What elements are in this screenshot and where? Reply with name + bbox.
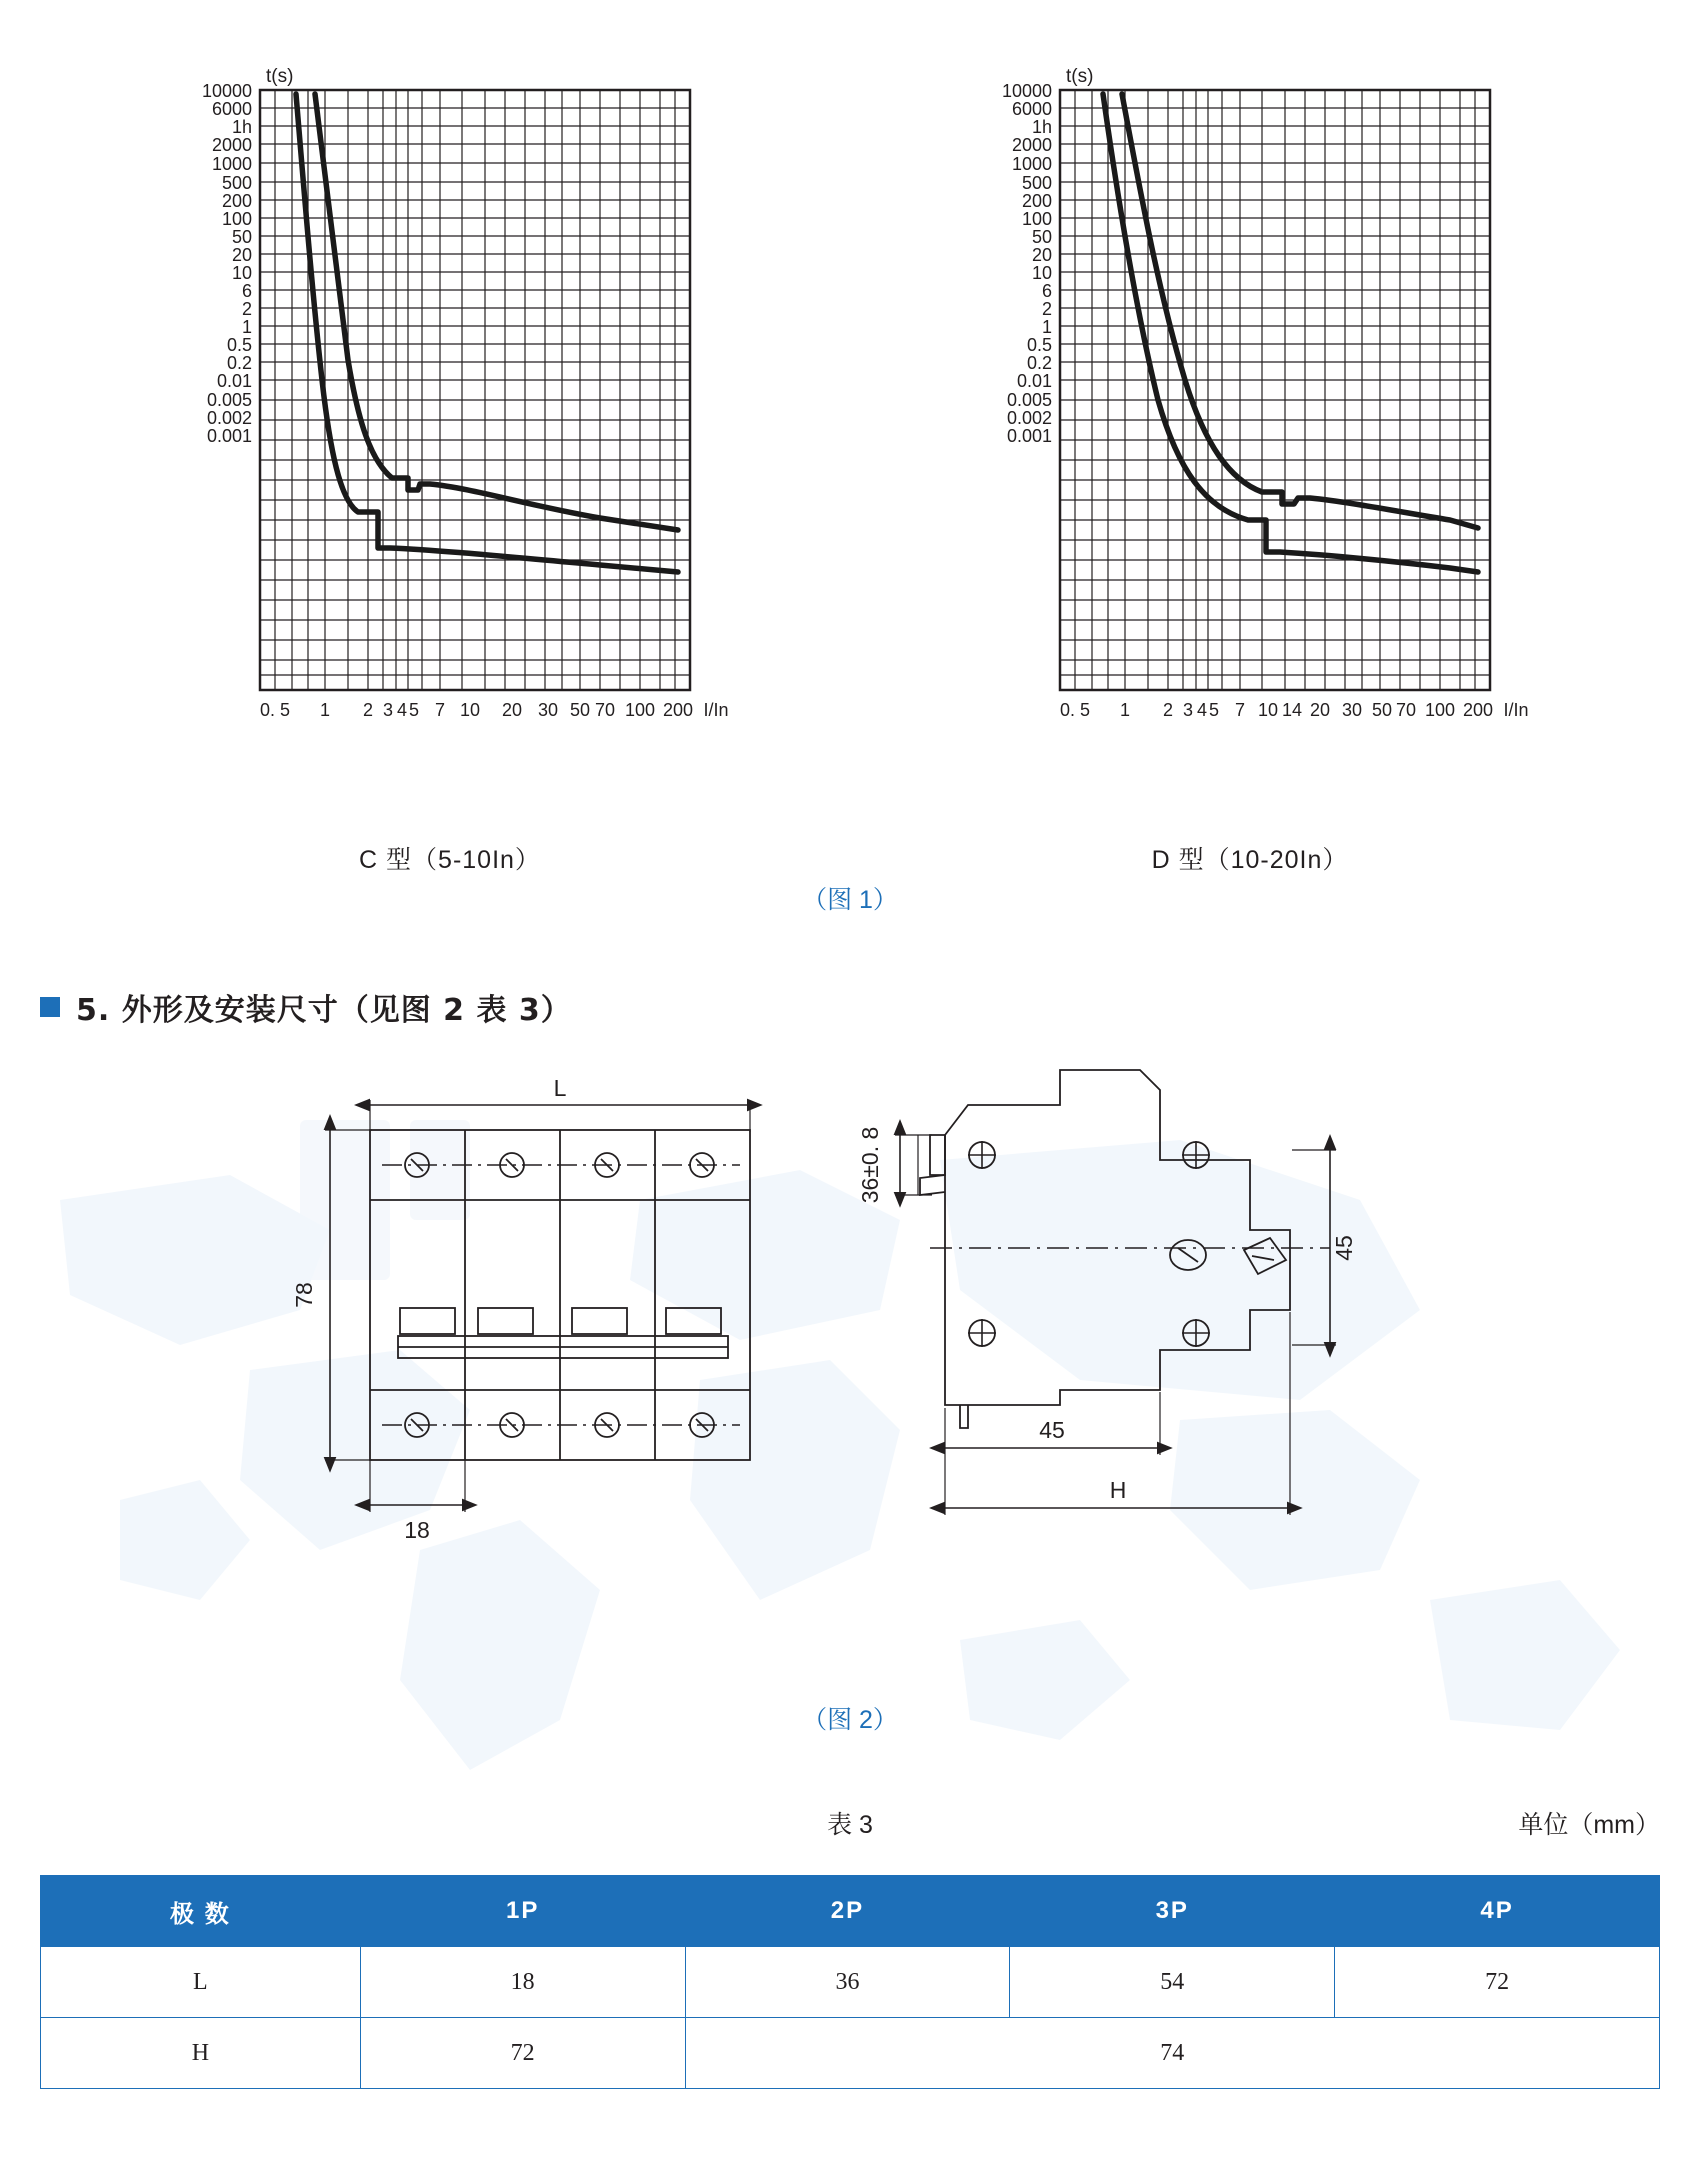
svg-text:1000: 1000 xyxy=(1011,154,1052,174)
svg-text:100: 100 xyxy=(1424,700,1456,720)
row-label-L: L xyxy=(41,1947,361,2018)
svg-text:10: 10 xyxy=(459,700,481,720)
svg-text:10000: 10000 xyxy=(201,81,252,101)
svg-text:10: 10 xyxy=(1031,263,1052,283)
cell-H-1p: 72 xyxy=(360,2018,685,2089)
d-curve-caption: D 型（10-20In） xyxy=(1151,846,1349,874)
svg-text:0.002: 0.002 xyxy=(206,408,252,428)
table-header-4p: 4P xyxy=(1335,1876,1660,1947)
svg-text:2: 2 xyxy=(1162,700,1174,720)
svg-text:0.5: 0.5 xyxy=(226,335,252,355)
svg-text:7: 7 xyxy=(1234,700,1246,720)
svg-text:I/In: I/In xyxy=(703,700,729,720)
svg-text:5: 5 xyxy=(1208,700,1220,720)
svg-text:50: 50 xyxy=(569,700,591,720)
svg-text:100: 100 xyxy=(221,209,252,229)
svg-text:100: 100 xyxy=(1021,209,1052,229)
svg-text:1: 1 xyxy=(1041,317,1052,337)
svg-text:20: 20 xyxy=(231,245,252,265)
svg-text:500: 500 xyxy=(1021,173,1052,193)
dimension-table xyxy=(40,1875,1660,2089)
svg-text:0.2: 0.2 xyxy=(1026,353,1052,373)
svg-text:3: 3 xyxy=(1182,700,1194,720)
cell-L-4p: 72 xyxy=(1335,1947,1660,2018)
svg-text:70: 70 xyxy=(1395,700,1417,720)
svg-text:200: 200 xyxy=(1021,191,1052,211)
svg-text:7: 7 xyxy=(434,700,446,720)
table-title: 表 3 xyxy=(827,1811,873,1839)
c-y-axis-label: t(s) xyxy=(266,66,294,87)
chart-d-type xyxy=(900,60,1600,874)
dimension-drawings xyxy=(0,1060,1700,1700)
side-dim-36: 36±0. 8 xyxy=(857,1126,883,1204)
svg-text:0. 5: 0. 5 xyxy=(259,700,291,720)
svg-text:6: 6 xyxy=(1041,281,1052,301)
svg-text:1: 1 xyxy=(241,317,252,337)
svg-text:6000: 6000 xyxy=(1011,99,1052,119)
svg-text:30: 30 xyxy=(1341,700,1363,720)
drawings-svg xyxy=(0,1060,1700,1700)
svg-text:4: 4 xyxy=(1196,700,1208,720)
figure-1-label: （图 1） xyxy=(802,886,898,914)
svg-text:0.01: 0.01 xyxy=(216,371,252,391)
svg-text:1h: 1h xyxy=(231,117,252,137)
svg-text:200: 200 xyxy=(1462,700,1494,720)
cell-H-2p-4p: 74 xyxy=(685,2018,1659,2089)
d-curve-svg xyxy=(900,60,1600,860)
svg-text:50: 50 xyxy=(1371,700,1393,720)
table-header-1p: 1P xyxy=(360,1876,685,1947)
svg-text:I/In: I/In xyxy=(1503,700,1529,720)
side-dim-H: H xyxy=(1109,1477,1127,1503)
front-dim-18: 18 xyxy=(404,1517,430,1543)
row-label-H: H xyxy=(41,2018,361,2089)
table-meta xyxy=(0,1805,1700,1845)
front-dim-78: 78 xyxy=(291,1282,317,1308)
section-heading xyxy=(40,985,572,1029)
svg-text:20: 20 xyxy=(501,700,523,720)
svg-text:2: 2 xyxy=(1041,299,1052,319)
svg-text:50: 50 xyxy=(231,227,252,247)
svg-text:6: 6 xyxy=(241,281,252,301)
svg-text:14: 14 xyxy=(1281,700,1303,720)
svg-text:200: 200 xyxy=(662,700,694,720)
svg-text:0.01: 0.01 xyxy=(1016,371,1052,391)
table-row xyxy=(41,2018,1660,2089)
svg-text:20: 20 xyxy=(1031,245,1052,265)
svg-text:2: 2 xyxy=(241,299,252,319)
svg-text:0.005: 0.005 xyxy=(206,390,252,410)
svg-text:2000: 2000 xyxy=(211,135,252,155)
c-curve-caption: C 型（5-10In） xyxy=(359,846,541,874)
svg-text:0.2: 0.2 xyxy=(226,353,252,373)
svg-text:4: 4 xyxy=(396,700,408,720)
svg-text:0.5: 0.5 xyxy=(1026,335,1052,355)
svg-text:0.001: 0.001 xyxy=(1006,426,1052,446)
side-dim-45-bottom: 45 xyxy=(1039,1417,1065,1443)
svg-text:0.001: 0.001 xyxy=(206,426,252,446)
svg-text:10000: 10000 xyxy=(1001,81,1052,101)
svg-text:5: 5 xyxy=(408,700,420,720)
svg-text:2: 2 xyxy=(362,700,374,720)
svg-text:50: 50 xyxy=(1031,227,1052,247)
cell-L-3p: 54 xyxy=(1010,1947,1335,2018)
figure-2-label: （图 2） xyxy=(802,1706,898,1734)
front-dim-L: L xyxy=(553,1075,567,1101)
table-unit: 单位（mm） xyxy=(1518,1811,1660,1839)
chart-c-type xyxy=(100,60,800,874)
svg-text:2000: 2000 xyxy=(1011,135,1052,155)
svg-text:100: 100 xyxy=(624,700,656,720)
c-curve-svg xyxy=(100,60,800,860)
svg-text:70: 70 xyxy=(594,700,616,720)
svg-text:10: 10 xyxy=(1257,700,1279,720)
svg-text:20: 20 xyxy=(1309,700,1331,720)
svg-text:10: 10 xyxy=(231,263,252,283)
svg-text:1h: 1h xyxy=(1031,117,1052,137)
svg-text:200: 200 xyxy=(221,191,252,211)
section-title: 5. 外形及安装尺寸（见图 2 表 3） xyxy=(76,993,572,1028)
table-header-row xyxy=(41,1876,1660,1947)
svg-text:1000: 1000 xyxy=(211,154,252,174)
svg-text:30: 30 xyxy=(537,700,559,720)
cell-L-2p: 36 xyxy=(685,1947,1010,2018)
table-header-poles: 极 数 xyxy=(41,1876,361,1947)
cell-L-1p: 18 xyxy=(360,1947,685,2018)
svg-text:0.005: 0.005 xyxy=(1006,390,1052,410)
svg-text:1: 1 xyxy=(319,700,331,720)
svg-text:0. 5: 0. 5 xyxy=(1059,700,1091,720)
svg-text:3: 3 xyxy=(382,700,394,720)
table-row xyxy=(41,1947,1660,2018)
svg-text:1: 1 xyxy=(1119,700,1131,720)
table-header-3p: 3P xyxy=(1010,1876,1335,1947)
tripping-curves xyxy=(0,60,1700,874)
side-dim-45-right: 45 xyxy=(1331,1235,1357,1261)
d-y-axis-label: t(s) xyxy=(1066,66,1094,87)
square-bullet-icon xyxy=(40,997,60,1017)
svg-text:0.002: 0.002 xyxy=(1006,408,1052,428)
table-header-2p: 2P xyxy=(685,1876,1010,1947)
svg-text:6000: 6000 xyxy=(211,99,252,119)
svg-text:500: 500 xyxy=(221,173,252,193)
